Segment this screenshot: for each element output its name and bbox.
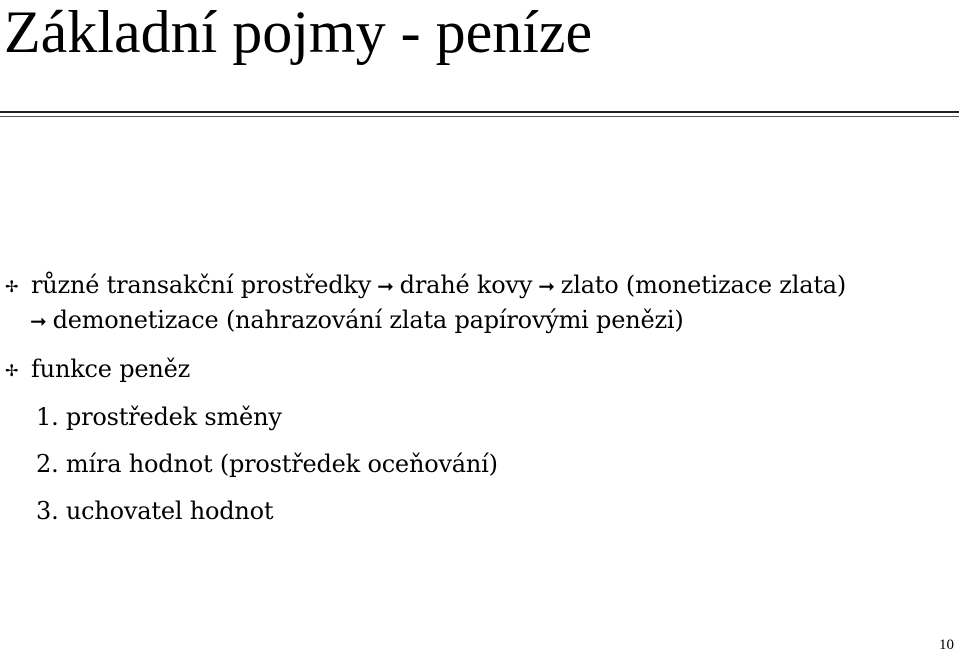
bullet-icon: ✢ [5, 361, 19, 380]
bullet-text: zlato (monetizace zlata) [560, 271, 847, 299]
list-item: 1. prostředek směny [36, 403, 282, 431]
arrow-right-icon: ➞ [30, 309, 47, 333]
list-item: 3. uchovatel hodnot [36, 497, 274, 525]
arrow-right-icon: ➞ [377, 274, 394, 298]
title-divider-thick [0, 111, 959, 113]
bullet-item-transactions [31, 270, 846, 301]
bullet-item-money-functions: funkce peněz [31, 355, 191, 383]
title-divider-thin [0, 116, 959, 117]
bullet-text: demonetizace (nahrazování zlata papírovými penězi) [52, 306, 684, 334]
bullet-text: drahé kovy [399, 271, 533, 299]
bullet-text: různé transakční prostředky [31, 271, 372, 299]
slide-title: Základní pojmy - peníze [4, 0, 593, 65]
list-item: 2. míra hodnot (prostředek oceňování) [36, 450, 498, 478]
bullet-item-continuation [30, 305, 684, 336]
page-number: 10 [939, 637, 954, 653]
arrow-right-icon: ➞ [538, 274, 555, 298]
bullet-icon: ✢ [5, 277, 19, 296]
